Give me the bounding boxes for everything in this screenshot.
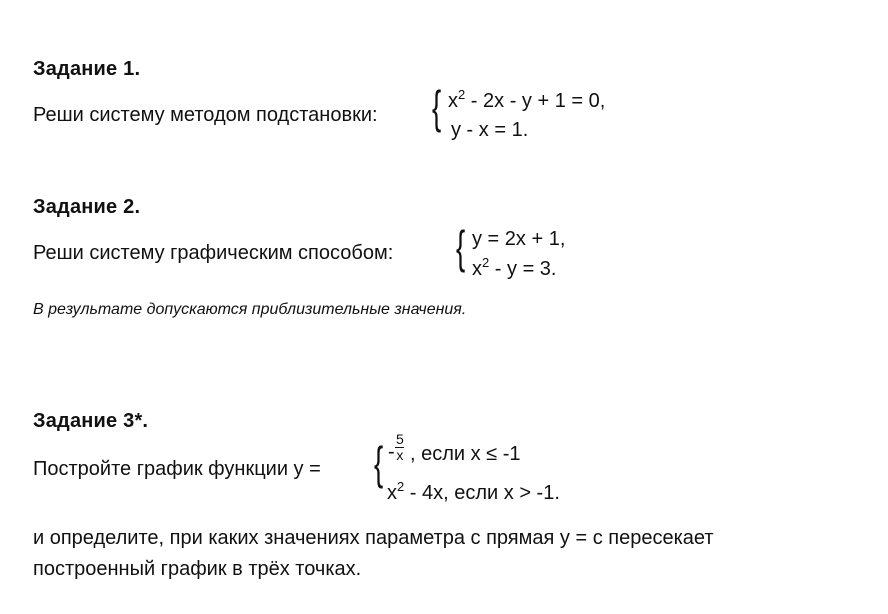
task2-title: Задание 2. xyxy=(33,196,141,218)
task3-title: Задание 3*. xyxy=(33,410,149,432)
task3-piecewise-brace: { xyxy=(374,437,384,489)
task1-title: Задание 1. xyxy=(33,58,141,80)
task3-prompt: Постройте график функции y = xyxy=(33,458,321,480)
task2-system-brace: { xyxy=(456,221,466,273)
task3-case1-condition: , если x ≤ -1 xyxy=(410,443,521,465)
task3-question-line-2: построенный график в трёх точках. xyxy=(33,558,362,580)
task3-question-line-1: и определите, при каких значениях параметра c прямая y = c пересекает xyxy=(33,527,714,549)
task2-equation-1: y = 2x + 1, xyxy=(472,228,566,250)
task3-case2: $x^2 - 4x$, если x > -1. xyxy=(387,479,560,504)
fraction-denominator: x xyxy=(396,447,404,463)
task2-equation-2: $x^2 - y = 3$. xyxy=(472,255,557,280)
task3-case1-sign: - xyxy=(388,441,395,463)
task2-note: В результате допускаются приблизительные значения. xyxy=(33,301,467,318)
task3-case1-fraction xyxy=(395,432,405,463)
task1-prompt: Реши систему методом подстановки: xyxy=(33,104,378,126)
task1-equation-1: $x^2 - 2x - y + 1 = 0$, xyxy=(448,87,606,112)
task2-prompt: Реши систему графическим способом: xyxy=(33,242,394,264)
task1-equation-2: y - x = 1. xyxy=(451,119,529,141)
task1-system-brace: { xyxy=(432,81,442,133)
fraction-numerator: 5 xyxy=(396,431,404,447)
